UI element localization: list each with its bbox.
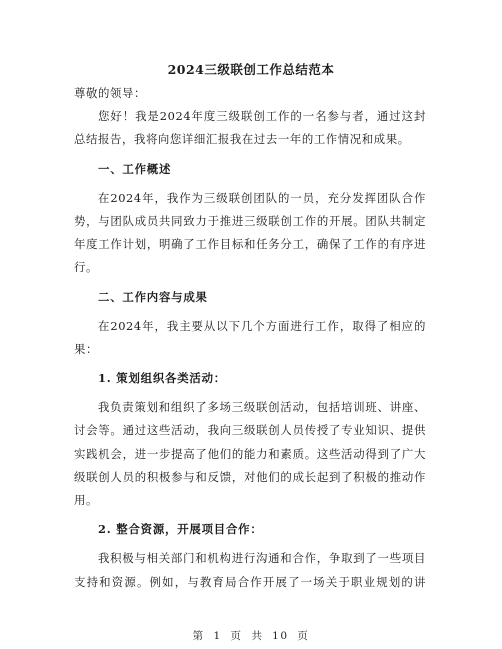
paragraph-line: 在2024年，我主要从以下几个方面进行工作，取得了相应的 bbox=[98, 318, 426, 333]
paragraph-line: 势，与团队成员共同致力于推进三级联创工作的开展。团队共制定 bbox=[74, 213, 426, 228]
paragraph-line: 年度工作计划，明确了工作目标和任务分工，确保了工作的有序进 bbox=[74, 237, 426, 252]
paragraph-line: 用。 bbox=[74, 493, 98, 507]
section-heading-overview: 一、工作概述 bbox=[98, 161, 172, 176]
section-heading-content: 二、工作内容与成果 bbox=[98, 289, 208, 304]
page-current: 1 bbox=[213, 630, 222, 642]
page-label-mid: 页 bbox=[230, 630, 243, 642]
salutation: 尊敬的领导： bbox=[74, 86, 146, 100]
paragraph-line: 实践机会，进一步提高了他们的能力和素质。这些活动得到了广大 bbox=[74, 446, 426, 461]
document-title: 2024三级联创工作总结范本 bbox=[167, 62, 335, 77]
paragraph-line: 级联创人员的积极参与和反馈，对他们的成长起到了积极的推动作 bbox=[74, 469, 426, 484]
page-label-total: 共 bbox=[251, 630, 264, 642]
paragraph-line: 我负责策划和组织了多场三级联创活动，包括培训班、讲座、 bbox=[98, 400, 426, 415]
paragraph-line: 讨会等。通过这些活动，我向三级联创人员传授了专业知识、提供 bbox=[74, 423, 426, 438]
page-total: 10 bbox=[272, 630, 289, 642]
document-body bbox=[74, 82, 426, 594]
intro-line: 总结报告，我将向您详细汇报我在过去一年的工作情况和成果。 bbox=[74, 132, 410, 147]
paragraph-line: 我积极与相关部门和机构进行沟通和合作，争取到了一些项目 bbox=[98, 551, 426, 566]
subsection-heading-activities: 1. 策划组织各类活动： bbox=[98, 371, 226, 386]
page-label-suffix: 页 bbox=[297, 630, 310, 642]
page-label-prefix: 第 bbox=[192, 630, 205, 642]
subsection-heading-resources: 2. 整合资源，开展项目合作： bbox=[98, 522, 263, 537]
intro-line: 您好！我是2024年度三级联创工作的一名参与者，通过这封 bbox=[98, 109, 426, 124]
paragraph-line: 果： bbox=[74, 341, 98, 356]
paragraph-line: 行。 bbox=[74, 260, 98, 275]
page-footer bbox=[0, 628, 502, 643]
paragraph-line: 在2024年，我作为三级联创团队的一员，充分发挥团队合作 bbox=[98, 190, 426, 205]
paragraph-line: 支持和资源。例如，与教育局合作开展了一场关于职业规划的讲 bbox=[74, 574, 426, 589]
